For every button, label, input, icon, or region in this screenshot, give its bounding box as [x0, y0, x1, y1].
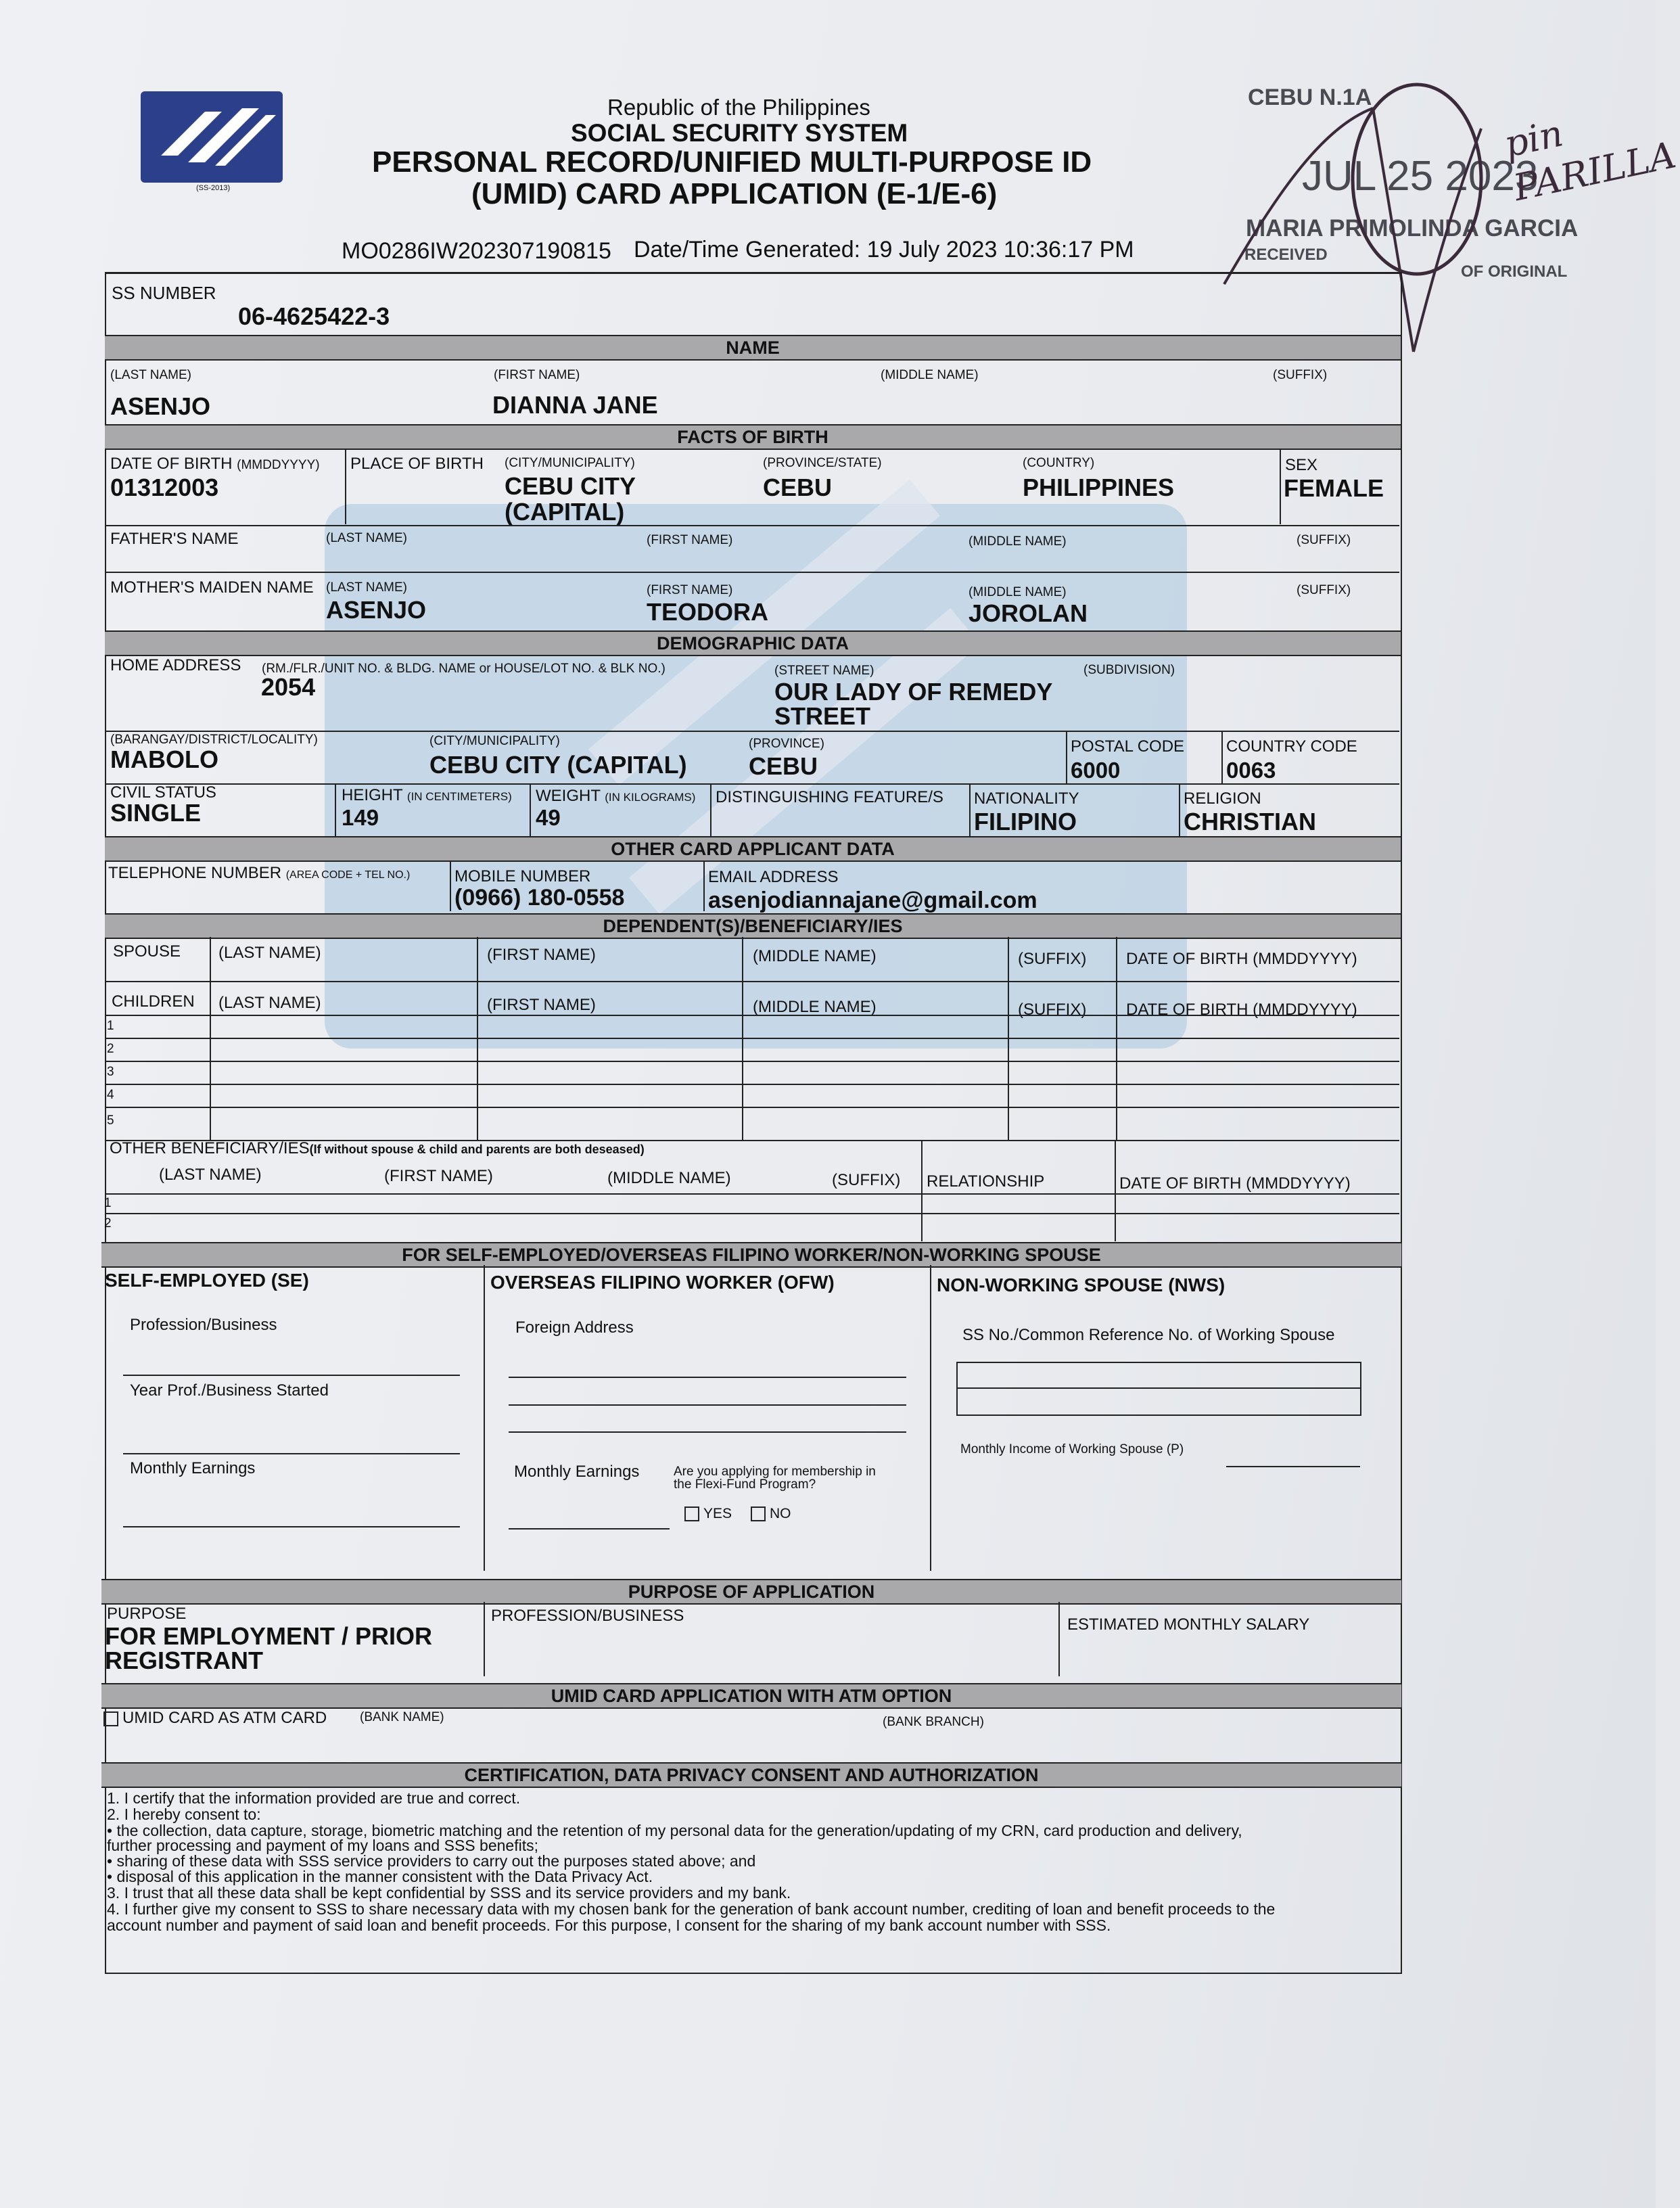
stamp-original: OF ORIGINAL [1461, 262, 1568, 281]
child-row-number: 2 [107, 1042, 114, 1056]
child-row-number: 3 [107, 1065, 114, 1079]
spouse-dob-label: DATE OF BIRTH (MMDDYYYY) [1126, 950, 1357, 968]
other-suffix-label: (SUFFIX) [832, 1171, 901, 1189]
flexi-yes-checkbox[interactable] [684, 1506, 699, 1521]
nws-ss-field[interactable] [956, 1362, 1361, 1416]
salary-label: ESTIMATED MONTHLY SALARY [1067, 1615, 1310, 1634]
nws-income-label: Monthly Income of Working Spouse (P) [960, 1442, 1184, 1456]
flexi-question-2: the Flexi-Fund Program? [674, 1477, 816, 1492]
spouse-middle-label: (MIDDLE NAME) [753, 947, 877, 965]
logo-code: (SS-2013) [196, 184, 231, 192]
height-label-text: HEIGHT [342, 786, 403, 804]
civil-status-label: CIVIL STATUS [110, 783, 216, 802]
band-other-applicant-data: OTHER CARD APPLICANT DATA [105, 836, 1401, 862]
birth-city-value-1: CEBU CITY [505, 472, 636, 500]
ofw-address-field [509, 1431, 906, 1433]
children-middle-label: (MIDDLE NAME) [753, 998, 877, 1016]
reference-number: MO0286IW202307190815 [342, 238, 611, 264]
divider [335, 783, 336, 836]
other-row-number: 1 [104, 1196, 112, 1210]
ss-number-label: SS NUMBER [112, 283, 216, 303]
purpose-value-2: REGISTRANT [105, 1647, 263, 1674]
last-name-value: ASENJO [110, 392, 211, 420]
street-value-2: STREET [774, 702, 871, 730]
se-earnings-label: Monthly Earnings [130, 1459, 256, 1477]
religion-label: RELIGION [1184, 789, 1261, 808]
weight-label [536, 787, 695, 806]
spouse-first-label: (FIRST NAME) [487, 946, 596, 964]
cert-line: 4. I further give my consent to SSS to share necessary data with my chosen bank for the generation of bank account number, crediting of loan and benefit proceeds to the [107, 1900, 1276, 1918]
other-dob-label: DATE OF BIRTH (MMDDYYYY) [1119, 1174, 1351, 1193]
nws-income-field [1226, 1466, 1360, 1467]
cert-line: • the collection, data capture, storage, biometric matching and the retention of my personal data for the generation/updating of my CRN, card production and delivery, [107, 1822, 1242, 1839]
birth-province-label: (PROVINCE/STATE) [763, 456, 882, 470]
atm-checkbox[interactable] [103, 1711, 118, 1726]
dob-format: (MMDDYYYY) [237, 458, 320, 472]
form-title-2: (UMID) CARD APPLICATION (E-1/E-6) [471, 177, 998, 210]
divider [105, 1193, 1399, 1195]
distinguishing-label: DISTINGUISHING FEATURE/S [716, 788, 943, 806]
child-row-number: 1 [107, 1019, 114, 1033]
divider [1280, 450, 1281, 524]
religion-value: CHRISTIAN [1184, 808, 1316, 835]
mother-middle-value: JOROLAN [969, 599, 1088, 627]
divider [105, 981, 1399, 982]
nationality-label: NATIONALITY [974, 789, 1079, 808]
se-earnings-field [123, 1526, 460, 1527]
mobile-value: (0966) 180-0558 [454, 885, 625, 911]
telephone-label [108, 864, 410, 883]
children-label: CHILDREN [112, 992, 195, 1011]
divider [530, 783, 531, 836]
agency-name: SOCIAL SECURITY SYSTEM [571, 119, 908, 147]
spouse-suffix-label: (SUFFIX) [1018, 950, 1087, 968]
nws-title: NON-WORKING SPOUSE (NWS) [937, 1274, 1226, 1295]
telephone-label-text: TELEPHONE NUMBER [108, 864, 282, 882]
divider [1179, 783, 1180, 836]
purpose-value-1: FOR EMPLOYMENT / PRIOR [105, 1622, 433, 1650]
republic-label: Republic of the Philippines [607, 95, 870, 120]
cert-line: • sharing of these data with SSS service providers to carry out the purposes stated above; and [107, 1852, 756, 1870]
street-label: (STREET NAME) [774, 664, 874, 678]
mother-suffix-label: (SUFFIX) [1297, 583, 1351, 597]
other-last-label: (LAST NAME) [159, 1166, 262, 1184]
mother-last-value: ASENJO [326, 596, 427, 624]
mother-middle-label: (MIDDLE NAME) [969, 585, 1067, 599]
dob-label [110, 455, 320, 474]
band-demographic: DEMOGRAPHIC DATA [105, 630, 1401, 656]
children-last-label: (LAST NAME) [218, 994, 321, 1012]
ofw-address-field [509, 1404, 906, 1406]
father-suffix-label: (SUFFIX) [1297, 533, 1351, 547]
stamp-received: RECEIVED [1244, 246, 1328, 264]
postal-code-value: 6000 [1071, 758, 1121, 783]
height-value: 149 [342, 805, 379, 830]
height-label [342, 786, 512, 805]
home-address-label: HOME ADDRESS [110, 656, 241, 674]
nationality-value: FILIPINO [974, 808, 1077, 835]
flexi-no-option[interactable] [751, 1506, 791, 1522]
cert-line: account number and payment of said loan and benefit proceeds. For this purpose, I consent for the sharing of my bank account number with SSS. [107, 1916, 1111, 1934]
ofw-title: OVERSEAS FILIPINO WORKER (OFW) [490, 1272, 835, 1293]
name-first-label: (FIRST NAME) [494, 368, 580, 382]
bank-name-label: (BANK NAME) [360, 1710, 444, 1724]
table-row [105, 1038, 1399, 1039]
email-label: EMAIL ADDRESS [708, 868, 839, 886]
father-first-label: (FIRST NAME) [647, 533, 733, 547]
other-beneficiary-label [110, 1139, 645, 1158]
spouse-label: SPOUSE [113, 942, 181, 961]
city-value: CEBU CITY (CAPITAL) [429, 751, 687, 779]
divider [105, 731, 1399, 732]
divider [1058, 1602, 1060, 1676]
other-beneficiary-note: (If without spouse & child and parents are both deseased) [309, 1143, 645, 1156]
barangay-label: (BARANGAY/DISTRICT/LOCALITY) [110, 733, 318, 747]
band-atm-option: UMID CARD APPLICATION WITH ATM OPTION [101, 1683, 1401, 1709]
table-row [105, 1213, 1399, 1214]
divider [930, 1265, 931, 1571]
flexi-yes-label: YES [703, 1506, 732, 1521]
divider [484, 1265, 485, 1571]
se-year-label: Year Prof./Business Started [130, 1381, 329, 1400]
dob-value: 01312003 [110, 474, 219, 501]
divider [105, 525, 1399, 526]
first-name-value: DIANNA JANE [492, 391, 658, 419]
flexi-question-1: Are you applying for membership in [674, 1465, 876, 1479]
stamp-date: JUL 25 2023 [1302, 153, 1539, 200]
telephone-hint: (AREA CODE + TEL NO.) [285, 869, 411, 881]
mother-first-value: TEODORA [647, 598, 768, 626]
father-middle-label: (MIDDLE NAME) [969, 534, 1067, 549]
ofw-earnings-label: Monthly Earnings [514, 1463, 640, 1481]
country-code-value: 0063 [1226, 758, 1276, 783]
civil-status-value: SINGLE [110, 799, 202, 827]
province-label: (PROVINCE) [749, 737, 824, 751]
name-middle-label: (MIDDLE NAME) [881, 368, 979, 382]
ofw-address-label: Foreign Address [515, 1318, 634, 1337]
child-row-number: 5 [107, 1113, 114, 1128]
stamp-officer: MARIA PRIMOLINDA GARCIA [1246, 215, 1579, 242]
children-suffix-label: (SUFFIX) [1018, 1001, 1087, 1019]
se-profession-label: Profession/Business [130, 1316, 277, 1334]
form-title-1: PERSONAL RECORD/UNIFIED MULTI-PURPOSE ID [372, 145, 1092, 179]
band-dependents: DEPENDENT(S)/BENEFICIARY/IES [105, 913, 1401, 939]
band-certification: CERTIFICATION, DATA PRIVACY CONSENT AND AUTHORIZATION [101, 1762, 1401, 1788]
sss-logo-icon [141, 91, 283, 183]
children-dob-label: DATE OF BIRTH (MMDDYYYY) [1126, 1001, 1357, 1019]
nws-ss-label: SS No./Common Reference No. of Working Spouse [962, 1326, 1335, 1344]
province-value: CEBU [749, 752, 818, 780]
birth-country-label: (COUNTRY) [1023, 456, 1095, 470]
email-value: asenjodiannajane@gmail.com [708, 888, 1037, 913]
handwritten-signature: pin PARILLA [1500, 112, 1680, 210]
flexi-no-label: NO [770, 1506, 791, 1521]
band-facts-of-birth: FACTS OF BIRTH [105, 424, 1401, 450]
table-row [105, 1061, 1399, 1062]
birth-city-value-2: (CAPITAL) [505, 498, 625, 526]
unit-label: (RM./FLR./UNIT NO. & BLDG. NAME or HOUSE/LOT NO. & BLK NO.) [262, 662, 666, 676]
table-row [105, 1084, 1399, 1085]
purpose-profession-label: PROFESSION/BUSINESS [491, 1607, 684, 1625]
cert-line: 3. I trust that all these data shall be kept confidential by SSS and its service providers and my bank. [107, 1884, 791, 1902]
divider [450, 860, 451, 911]
band-name: NAME [105, 335, 1401, 361]
ofw-address-field [509, 1377, 906, 1378]
cert-line: 2. I hereby consent to: [107, 1806, 261, 1823]
divider [484, 1602, 485, 1676]
dob-label-text: DATE OF BIRTH [110, 455, 233, 473]
children-first-label: (FIRST NAME) [487, 996, 596, 1014]
divider [956, 1387, 1360, 1389]
name-suffix-label: (SUFFIX) [1273, 368, 1328, 382]
country-code-label: COUNTRY CODE [1226, 737, 1357, 756]
flexi-no-checkbox[interactable] [751, 1506, 766, 1521]
other-first-label: (FIRST NAME) [384, 1167, 493, 1185]
ss-number-value: 06-4625422-3 [238, 302, 390, 330]
se-title: SELF-EMPLOYED (SE) [105, 1270, 309, 1291]
divider [1066, 731, 1067, 783]
mobile-label: MOBILE NUMBER [454, 867, 591, 886]
generated-datetime: Date/Time Generated: 19 July 2023 10:36:17 PM [634, 237, 1134, 262]
divider [1221, 731, 1223, 783]
cert-line: 1. I certify that the information provided are true and correct. [107, 1789, 521, 1807]
weight-value: 49 [536, 805, 561, 830]
band-self-employed: FOR SELF-EMPLOYED/OVERSEAS FILIPINO WORKER/NON-WORKING SPOUSE [101, 1242, 1401, 1268]
subdivision-label: (SUBDIVISION) [1083, 663, 1175, 677]
flexi-yes-option[interactable] [684, 1506, 732, 1522]
other-beneficiary-text: OTHER BENEFICIARY/IES [110, 1139, 310, 1157]
band-purpose: PURPOSE OF APPLICATION [101, 1579, 1401, 1605]
divider [703, 860, 705, 911]
divider [969, 783, 971, 836]
stamp-office: CEBU N.1A [1248, 85, 1372, 110]
mother-first-label: (FIRST NAME) [647, 583, 733, 597]
divider [921, 1140, 923, 1241]
postal-code-label: POSTAL CODE [1071, 737, 1185, 756]
atm-option[interactable] [103, 1709, 327, 1728]
birth-city-label: (CITY/MUNICIPALITY) [505, 456, 635, 470]
sss-logo [141, 91, 283, 183]
birth-province-value: CEBU [763, 474, 833, 501]
ofw-earnings-field [509, 1528, 670, 1530]
weight-label-text: WEIGHT [536, 787, 601, 805]
name-last-label: (LAST NAME) [110, 368, 192, 382]
se-profession-field [123, 1375, 460, 1376]
city-label: (CITY/MUNICIPALITY) [429, 734, 560, 748]
divider [710, 783, 711, 836]
purpose-label: PURPOSE [107, 1605, 187, 1623]
birth-country-value: PHILIPPINES [1023, 474, 1175, 501]
father-label: FATHER'S NAME [110, 530, 239, 548]
unit-value: 2054 [261, 673, 316, 701]
street-value-1: OUR LADY OF REMEDY [774, 678, 1053, 706]
cert-line: • disposal of this application in the manner consistent with the Data Privacy Act. [107, 1868, 653, 1885]
cert-line: further processing and payment of my loans and SSS benefits; [107, 1837, 538, 1854]
spouse-last-label: (LAST NAME) [218, 944, 321, 962]
other-middle-label: (MIDDLE NAME) [607, 1169, 731, 1187]
se-year-field [123, 1453, 460, 1454]
barangay-value: MABOLO [110, 745, 218, 773]
other-row-number: 2 [104, 1216, 112, 1230]
place-of-birth-label: PLACE OF BIRTH [350, 455, 484, 473]
table-row [105, 1107, 1399, 1108]
sex-value: FEMALE [1284, 474, 1384, 502]
divider [345, 450, 346, 524]
divider [105, 783, 1399, 785]
mother-last-label: (LAST NAME) [326, 580, 408, 595]
divider [1115, 1140, 1116, 1241]
height-unit: (IN CENTIMETERS) [406, 790, 512, 803]
bank-branch-label: (BANK BRANCH) [883, 1715, 984, 1729]
father-last-label: (LAST NAME) [326, 531, 408, 545]
child-row-number: 4 [107, 1088, 114, 1102]
mother-label: MOTHER'S MAIDEN NAME [110, 578, 314, 597]
divider [105, 1015, 1399, 1016]
divider [105, 572, 1399, 573]
atm-option-label: UMID CARD AS ATM CARD [122, 1709, 327, 1727]
sex-label: SEX [1285, 456, 1318, 474]
relationship-label: RELATIONSHIP [927, 1172, 1045, 1191]
weight-unit: (IN KILOGRAMS) [605, 791, 696, 804]
